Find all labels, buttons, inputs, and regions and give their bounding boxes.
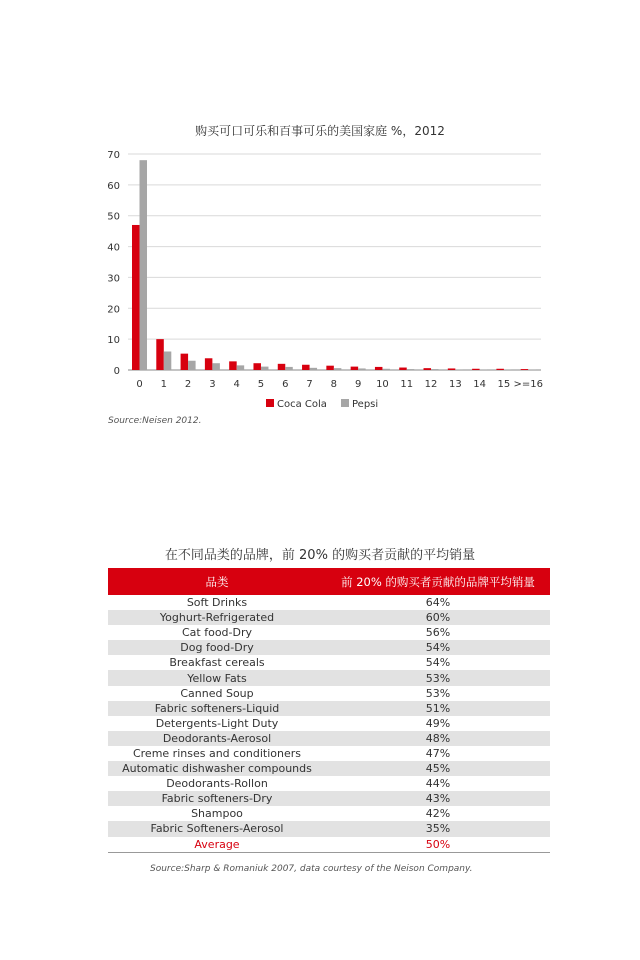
row-value: 49% xyxy=(425,716,451,730)
y-tick-label: 50 xyxy=(107,211,120,223)
bar-coca-cola xyxy=(156,339,164,370)
x-tick-label: 1 xyxy=(160,379,167,390)
bar-coca-cola xyxy=(399,368,407,370)
y-tick-label: 30 xyxy=(107,273,120,285)
bar-chart xyxy=(0,0,640,420)
table-row xyxy=(108,746,550,761)
y-tick-label: 20 xyxy=(107,304,120,316)
row-category: Automatic dishwasher compounds xyxy=(108,761,326,776)
row-category: Average xyxy=(108,837,326,853)
x-tick-label: 13 xyxy=(448,379,462,390)
bar-pepsi xyxy=(164,351,172,370)
bar-coca-cola xyxy=(205,358,213,370)
bar-pepsi xyxy=(261,367,269,370)
table-row xyxy=(108,776,550,791)
row-value: 50% xyxy=(326,837,550,853)
brand-table xyxy=(108,568,550,853)
y-tick-label: 0 xyxy=(113,366,120,377)
row-value: 54% xyxy=(425,656,451,670)
table-row xyxy=(108,595,550,610)
table-row xyxy=(108,686,550,701)
row-value: 51% xyxy=(326,701,550,716)
row-category: Yoghurt-Refrigerated xyxy=(108,610,326,625)
bar-pepsi xyxy=(188,361,196,370)
row-value: 43% xyxy=(326,791,550,806)
bar-pepsi xyxy=(212,363,220,370)
x-tick-label: 4 xyxy=(233,379,240,390)
table-row xyxy=(108,716,550,731)
row-category: Cat food-Dry xyxy=(181,626,253,640)
row-category: Fabric Softeners-Aerosol xyxy=(108,821,326,836)
bar-coca-cola xyxy=(229,361,237,370)
table-header-row xyxy=(108,568,550,595)
row-value: 54% xyxy=(326,640,550,655)
bar-pepsi xyxy=(285,367,293,370)
x-tick-label: 3 xyxy=(209,379,216,390)
row-category: Breakfast cereals xyxy=(169,656,265,670)
x-tick-label: 12 xyxy=(424,379,438,390)
bar-coca-cola xyxy=(181,354,189,370)
x-tick-label: 6 xyxy=(282,379,289,390)
x-tick-label: 15 xyxy=(497,379,511,390)
row-value: 56% xyxy=(425,626,451,640)
row-value: 48% xyxy=(326,731,550,746)
row-category: Creme rinses and conditioners xyxy=(132,746,302,760)
bar-coca-cola xyxy=(375,367,383,370)
bar-pepsi xyxy=(358,368,366,370)
x-tick-label: 9 xyxy=(354,379,362,390)
bar-pepsi xyxy=(528,369,536,370)
bar-coca-cola xyxy=(496,369,504,370)
bar-pepsi xyxy=(480,369,488,370)
x-tick-label: 0 xyxy=(136,379,143,390)
bar-coca-cola xyxy=(521,369,529,370)
row-category: Deodorants-Aerosol xyxy=(108,731,326,746)
row-category: Yellow Fats xyxy=(108,670,326,685)
bar-coca-cola xyxy=(448,368,456,370)
row-category: Soft Drinks xyxy=(186,596,248,610)
x-tick-label: 10 xyxy=(376,379,389,390)
bar-coca-cola xyxy=(472,369,480,370)
bar-coca-cola xyxy=(326,366,334,370)
row-value: 60% xyxy=(326,610,550,625)
x-tick-label: 14 xyxy=(473,379,486,390)
y-tick-label: 10 xyxy=(107,335,120,347)
row-value: 45% xyxy=(326,761,550,776)
table-row xyxy=(108,731,550,746)
x-tick-label: 8 xyxy=(330,379,338,390)
legend-swatch xyxy=(341,399,349,407)
average-row xyxy=(108,837,550,853)
bar-coca-cola xyxy=(132,225,140,370)
table-source: Source:Sharp & Romaniuk 2007, data courtesy of the Neison Company. xyxy=(150,864,473,874)
bar-pepsi xyxy=(310,368,318,370)
x-tick-label: 11 xyxy=(400,379,414,390)
bar-coca-cola xyxy=(424,368,432,370)
bar-pepsi xyxy=(455,369,463,370)
x-tick-label: >=16 xyxy=(513,379,543,390)
y-tick-label: 40 xyxy=(107,242,120,254)
table-row xyxy=(108,655,550,670)
bar-pepsi xyxy=(382,369,390,370)
row-value: 53% xyxy=(326,670,550,685)
x-tick-label: 5 xyxy=(257,379,265,390)
bar-pepsi xyxy=(431,369,439,370)
row-value: 35% xyxy=(326,821,550,836)
x-tick-label: 2 xyxy=(184,379,192,390)
table-row xyxy=(108,670,550,685)
table-row xyxy=(108,625,550,640)
bar-coca-cola xyxy=(278,364,286,370)
bar-pepsi xyxy=(140,160,148,370)
bar-pepsi xyxy=(504,369,512,370)
y-tick-label: 70 xyxy=(107,150,120,161)
table-row xyxy=(108,701,550,716)
row-value: 53% xyxy=(425,686,451,700)
chart-source: Source:Neisen 2012. xyxy=(108,416,202,426)
bar-pepsi xyxy=(237,365,245,370)
bar-coca-cola xyxy=(302,365,310,370)
x-tick-label: 7 xyxy=(306,379,313,390)
table-row xyxy=(108,610,550,625)
chart-title: 购买可口可乐和百事可乐的美国家庭 %，2012 xyxy=(195,124,445,138)
legend-label: Pepsi xyxy=(352,399,379,410)
row-category: Deodorants-Rollon xyxy=(166,777,268,791)
bar-pepsi xyxy=(407,369,415,370)
legend-label: Coca Cola xyxy=(277,399,327,410)
legend-swatch xyxy=(266,399,274,407)
row-category: Fabric softeners-Dry xyxy=(108,791,326,806)
table-title: 在不同品类的品牌，前 20% 的购买者贡献的平均销量 xyxy=(164,548,476,563)
table-row xyxy=(108,806,550,821)
row-category: Dog food-Dry xyxy=(108,640,326,655)
row-category: Fabric softeners-Liquid xyxy=(108,701,326,716)
row-value: 64% xyxy=(425,596,451,610)
header-value: 前 20% 的购买者贡献的品牌平均销量 xyxy=(326,568,550,595)
y-tick-label: 60 xyxy=(107,180,120,192)
bar-pepsi xyxy=(334,368,342,370)
bar-coca-cola xyxy=(253,363,261,370)
row-category: Detergents-Light Duty xyxy=(155,716,279,730)
row-value: 47% xyxy=(425,746,451,760)
row-value: 42% xyxy=(425,807,451,821)
table-row xyxy=(108,640,550,655)
row-category: Shampoo xyxy=(191,807,243,821)
table-row xyxy=(108,791,550,806)
bar-coca-cola xyxy=(351,367,359,370)
header-category: 品类 xyxy=(108,568,326,595)
row-value: 44% xyxy=(425,777,451,791)
row-category: Canned Soup xyxy=(180,686,254,700)
table-row xyxy=(108,761,550,776)
table-row xyxy=(108,821,550,836)
